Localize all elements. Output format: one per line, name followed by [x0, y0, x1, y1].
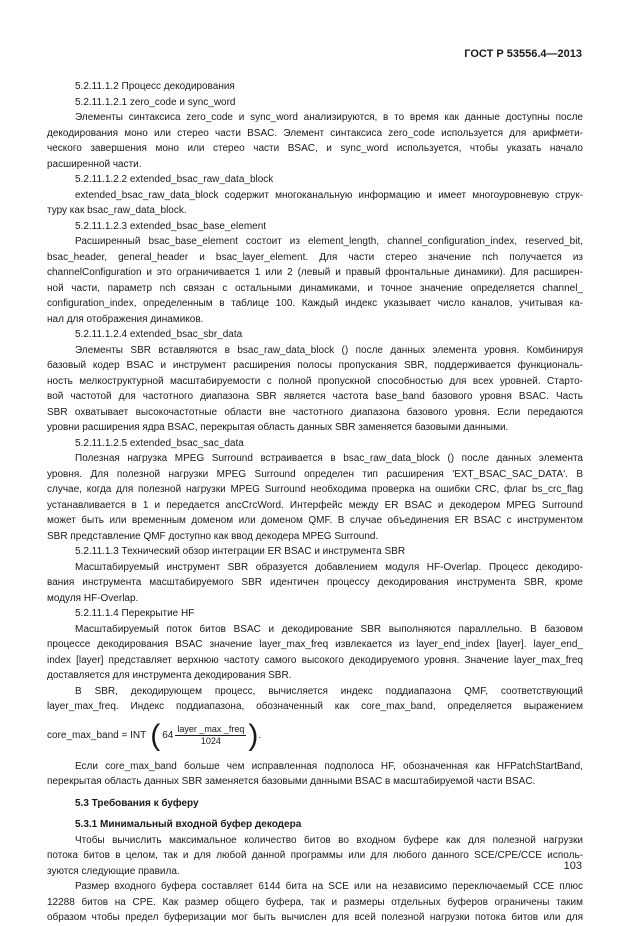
text-line: нал для отображения динамиков.	[47, 313, 204, 325]
text-line: extended_bsac_raw_data_block содержит многоканальную информацию и имеет многоуровневую струк-	[75, 189, 583, 201]
text-line: 5.2.11.1.2.4 extended_bsac_sbr_data	[75, 329, 243, 340]
text-line: перекрытая область данных SBR заменяется базовыми данными BSAC в масштабируемой части BSAC.	[47, 776, 536, 787]
formula-left-paren: (	[150, 718, 161, 752]
text-line: может быть или временным доменом или доменом QMF. В случае объединения ER BSAC с инструментом	[47, 515, 583, 526]
text-line: вой частотой для частотного диапазона SBR является частота base_band базового уровня BSAC. Часть	[47, 391, 583, 402]
subsection-heading: 5.3.1 Минимальный входной буфер декодера	[75, 819, 302, 830]
text-line: вания инструмента масштабируемого SBR идентичен процессу декодирования инструмента SBR, кроме	[47, 577, 583, 588]
text-line: образом чтобы предел буферизации мог быть вычислен для всей полезной нагрузки потока битов или для	[47, 912, 583, 923]
formula-denominator: 1024	[200, 736, 221, 746]
standard-header: ГОСТ Р 53556.4—2013	[464, 48, 582, 60]
text-line: Элементы SBR вставляются в bsac_raw_data_block () после данных элемента уровня. Комбинируя	[75, 344, 583, 356]
text-line: базовый кодер BSAC и инструмент расширения полосы пропускания SBR, поддерживается функциональ-	[47, 360, 583, 371]
text-line: Если core_max_band больше чем исправленная подполоса HF, обозначенная как HFPatchStartBand,	[75, 760, 583, 772]
text-line: ной части, параметр nch связан с остальными динамиками, и точное значение определяется channel_	[47, 282, 583, 294]
text-line: 5.2.11.1.4 Перекрытие HF	[75, 608, 195, 619]
text-line: модуля HF-Overlap.	[47, 592, 139, 604]
body-text	[47, 79, 583, 926]
formula-factor: 64	[162, 729, 174, 741]
text-line: туру как bsac_raw_data_block.	[47, 205, 187, 216]
text-line: 5.2.11.1.3 Технический обзор интеграции ER BSAC и инструмента SBR	[75, 546, 406, 557]
text-line: Полезная нагрузка MPEG Surround встраивается в bsac_raw_data_block () после данных элемента	[75, 453, 583, 464]
formula-right-paren: )	[248, 718, 259, 752]
text-line: Элементы синтаксиса zero_code и sync_word анализируются, в то время как данные доступны после	[75, 112, 583, 123]
text-line: 5.2.11.1.2.5 extended_bsac_sac_data	[75, 437, 244, 449]
text-line: 5.2.11.1.2.2 extended_bsac_raw_data_block	[75, 174, 274, 185]
formula-fraction	[175, 724, 246, 747]
text-line: SBR представление QMF доступно как ввод декодера MPEG Surround.	[47, 530, 379, 542]
buffer-requirements-text	[47, 833, 583, 926]
text-line: Масштабируемый инструмент SBR образуется добавлением модуля HF-Overlap. Процесс декодиро-	[75, 561, 583, 573]
text-line: случае, когда для полезной нагрузки MPEG Surround необходима проверка на ошибки CRC, флаг bs_crc_flag	[47, 484, 583, 495]
text-line: потока битов в целом, так и для любой данной программы или для любого данного SCE/CPE/CCE исполь-	[47, 850, 583, 861]
hf-patch-text	[47, 759, 583, 790]
text-line: layer_max_freq. Индекс поддиапазона, обозначенный как core_max_band, определяется выражением	[47, 701, 583, 712]
formula-end: .	[258, 729, 262, 741]
text-line: устанавливается в 1 и передается ancCrcWord. Интерфейс между ER BSAC и декодером MPEG Surround	[47, 499, 583, 511]
formula-numerator: layer _max _freq	[177, 724, 245, 734]
text-line: channelConfiguration и это ограничивается 1 или 2 (левый и правый фронтальные динамики). Для расширен-	[47, 267, 583, 278]
text-line: уровня. Для полезной нагрузки MPEG Surround определен тип расширения 'EXT_BSAC_SAC_DATA'. В	[47, 468, 583, 480]
text-line: зуются следующие правила.	[47, 865, 180, 877]
text-line: 5.2.11.1.2.3 extended_bsac_base_element	[75, 220, 267, 232]
text-line: ческого завершения моно или стерео части BSAC, и sync_word используется, чтобы указать начало	[47, 143, 583, 154]
text-line: В SBR, декодирующем процесс, вычисляется индекс поддиапазона QMF, соответствующий	[75, 685, 583, 697]
page-number: 103	[563, 860, 582, 872]
text-line: Размер входного буфера составляет 6144 бита на SCE или на независимо переключаемый CCE плюс	[75, 881, 583, 892]
formula-core-max-band	[47, 719, 583, 753]
text-line: index [layer] представляет верхнюю частоту самого высокого декодируемого уровня. Значение layer_max_freq	[47, 654, 583, 666]
text-line: 5.2.11.1.2 Процесс декодирования	[75, 81, 235, 92]
text-line: процессе декодирования BSAC значение layer_max_freq извлекается из layer_end_index [layer]. layer_end_	[47, 639, 583, 650]
text-line: доставляется для инструмента декодирования SBR.	[47, 670, 292, 681]
text-line: SBR охватывает высокочастотные области вне частотного диапазона базового уровня. Если передаются	[47, 406, 583, 418]
text-line: Расширенный bsac_base_element состоит из element_length, channel_configuration_index, reserved_bit,	[75, 236, 583, 247]
text-line: 12288 битов на CPE. Как размер общего буфера, так и размеры отдельных буферов ограничены таким	[47, 896, 583, 908]
text-line: расширенной части.	[47, 158, 142, 170]
text-line: bsac_header, general_header и bsac_layer_element. Для части стерео значение nch получается из	[47, 251, 583, 263]
text-line: Масштабируемый поток битов BSAC и декодирование SBR выполняются параллельно. В базовом	[75, 623, 583, 635]
text-line: 5.2.11.1.2.1 zero_code и sync_word	[75, 96, 236, 108]
formula-lhs: core_max_band = INT	[47, 729, 147, 741]
text-line: ность мелкоструктурной масштабируемости с полной пропускной способностью для всех уровней. Старто-	[47, 375, 583, 387]
section-5-2-11-text	[47, 79, 583, 715]
text-line: Чтобы вычислить максимальное количество битов во входном буфере как для полезной нагрузки	[75, 834, 583, 846]
text-line: декодирования моно или стерео части BSAC. Элемент синтаксиса zero_code используется для арифмети-	[47, 127, 583, 139]
text-line: configuration_index, определенным в таблице 100. Каждый индекс указывает число каналов, учитывая ка-	[47, 298, 583, 309]
section-heading: 5.3 Требования к буферу	[75, 797, 199, 809]
text-line: уровни расширения ядра BSAC, перекрытая область данных SBR заменяется базовыми данными.	[47, 422, 509, 433]
